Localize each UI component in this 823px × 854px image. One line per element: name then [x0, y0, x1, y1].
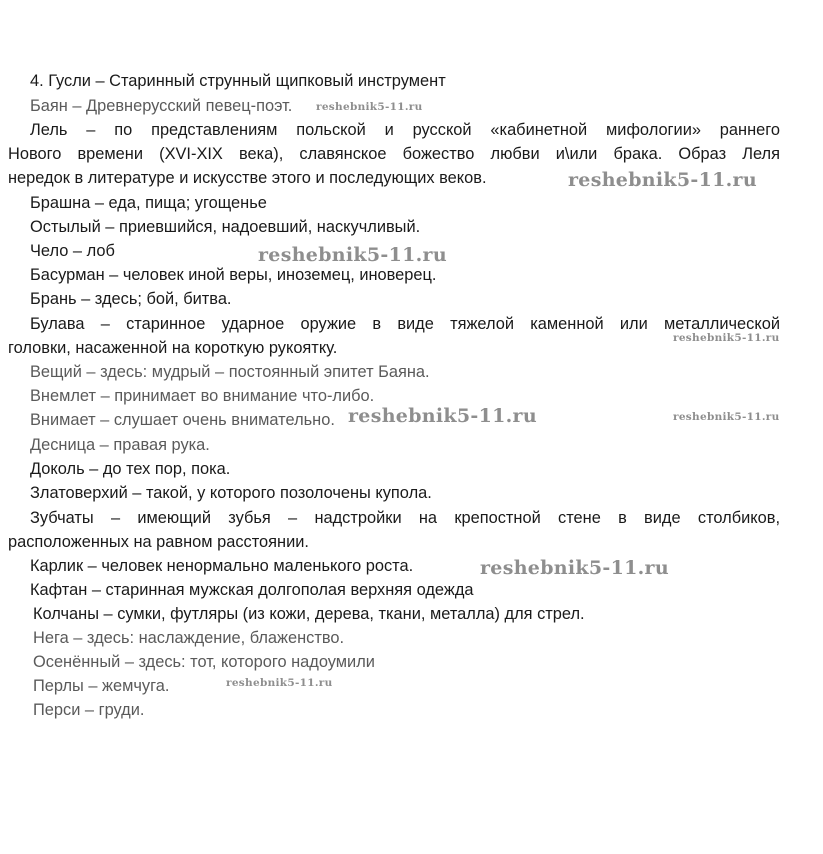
- list-item: Кафтан – старинная мужская долгополая верхняя одежда: [30, 581, 474, 599]
- list-item: Внимает – слушает очень внимательно.: [30, 411, 335, 429]
- list-item: Басурман – человек иной веры, иноземец, иноверец.: [30, 266, 437, 284]
- list-item: Брашна – еда, пища; угощенье: [30, 194, 267, 212]
- watermark: reshebnik5-11.ru: [258, 244, 447, 266]
- list-item: Осенённый – здесь: тот, которого надоумили: [33, 653, 375, 671]
- list-item: Брань – здесь; бой, битва.: [30, 290, 232, 308]
- list-item: Остылый – приевшийся, надоевший, наскучливый.: [30, 218, 421, 236]
- list-item: головки, насаженной на короткую рукоятку.: [8, 339, 338, 357]
- list-item: расположенных на равном расстоянии.: [8, 533, 309, 551]
- list-item: Карлик – человек ненормально маленького роста.: [30, 557, 414, 575]
- list-item: Колчаны – сумки, футляры (из кожи, дерева, ткани, металла) для стрел.: [33, 605, 585, 623]
- list-item: Вещий – здесь: мудрый – постоянный эпитет Баяна.: [30, 363, 430, 381]
- list-item: Булава – старинное ударное оружие в виде тяжелой каменной или металлической: [30, 315, 780, 333]
- list-item: Десница – правая рука.: [30, 436, 210, 454]
- list-item: Доколь – до тех пор, пока.: [30, 460, 231, 478]
- list-item: Лель – по представлениям польской и русской «кабинетной мифологии» раннего: [30, 121, 780, 139]
- watermark: reshebnik5-11.ru: [480, 557, 669, 579]
- list-item: Златоверхий – такой, у которого позолочены купола.: [30, 484, 432, 502]
- list-item: 4. Гусли – Старинный струнный щипковый инструмент: [30, 72, 446, 90]
- list-item: Зубчаты – имеющий зубья – надстройки на крепостной стене в виде столбиков,: [30, 509, 780, 527]
- list-item: Перси – груди.: [33, 701, 145, 719]
- list-item: Баян – Древнерусский певец-поэт.: [30, 97, 293, 115]
- list-item: Нега – здесь: наслаждение, блаженство.: [33, 629, 345, 647]
- watermark: reshebnik5-11.ru: [673, 411, 780, 423]
- list-item: Чело – лоб: [30, 242, 115, 260]
- list-item: Перлы – жемчуга.: [33, 677, 170, 695]
- watermark: reshebnik5-11.ru: [673, 332, 780, 344]
- list-item: Нового времени (XVI-XIX века), славянское божество любви и\или брака. Образ Леля: [8, 145, 780, 163]
- watermark: reshebnik5-11.ru: [226, 677, 333, 689]
- watermark: reshebnik5-11.ru: [316, 101, 423, 113]
- watermark: reshebnik5-11.ru: [348, 405, 537, 427]
- list-item: нередок в литературе и искусстве этого и последующих веков.: [8, 169, 487, 187]
- list-item: Внемлет – принимает во внимание что-либо.: [30, 387, 375, 405]
- watermark: reshebnik5-11.ru: [568, 169, 757, 191]
